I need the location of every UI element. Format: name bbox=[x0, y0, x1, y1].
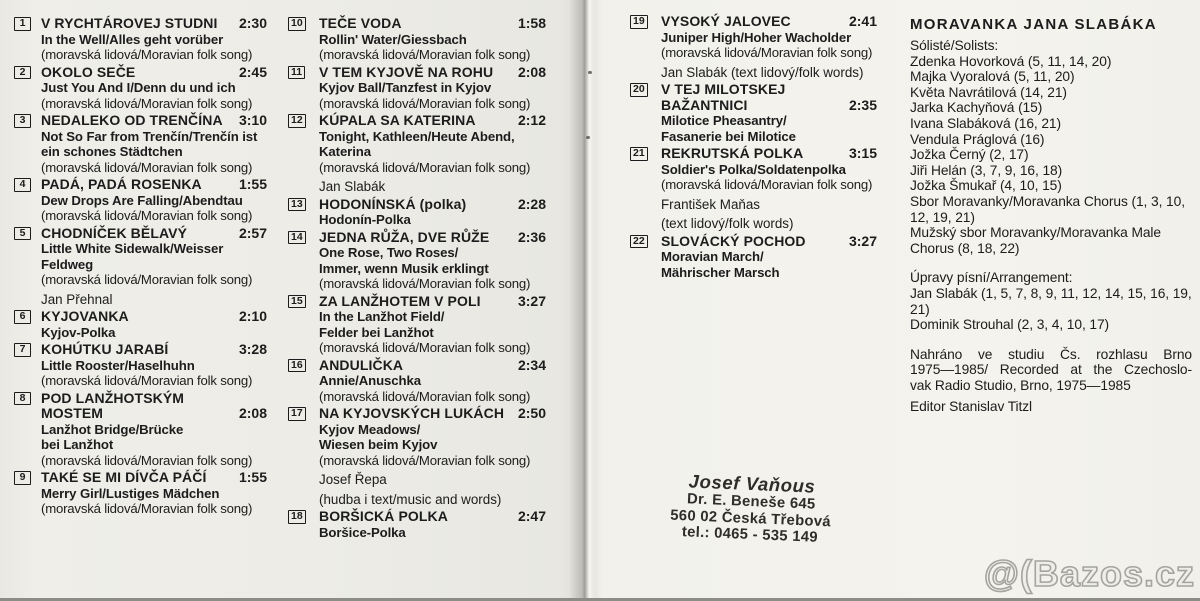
track-subtitle: One Rose, Two Roses/ bbox=[319, 245, 459, 260]
track-title: KOHÚTKU JARABÍ bbox=[41, 341, 169, 357]
soloist-line: Ivana Slabáková (16, 21) bbox=[910, 115, 1061, 131]
track-subtitle: Merry Girl/Lustiges Mädchen bbox=[41, 485, 220, 501]
editor-note: Editor Stanislav Titzl bbox=[910, 399, 1033, 415]
track-origin: (moravská lidová/Moravian folk song) bbox=[41, 208, 253, 223]
recording-line: vak Radio Studio, Brno, 1975—1985 bbox=[910, 377, 1131, 393]
track-time: 2:08 bbox=[238, 405, 267, 421]
stamp-phone: tel.: 0465 - 535 149 bbox=[681, 524, 819, 546]
track-origin: (moravská lidová/Moravian folk song) bbox=[41, 95, 253, 111]
soloists-list bbox=[910, 54, 1192, 257]
track-subtitle: Juniper High/Hoher Wacholder bbox=[661, 29, 852, 45]
soloists-label: Sólisté/Solists: bbox=[910, 38, 999, 53]
track-title: V TEJ MILOTSKEJ bbox=[661, 81, 786, 97]
track-origin: (moravská lidová/Moravian folk song) bbox=[661, 177, 873, 192]
track-number: 11 bbox=[288, 66, 305, 80]
track-subtitle: Kyjov Meadows/ bbox=[319, 421, 421, 437]
track-origin: (moravská lidová/Moravian folk song) bbox=[41, 159, 253, 175]
track-entry bbox=[14, 342, 267, 389]
track-origin: (moravská lidová/Moravian folk song) bbox=[319, 452, 531, 468]
track-credit: František Maňas bbox=[661, 196, 760, 212]
track-entry bbox=[14, 226, 267, 308]
stamp-name: Josef Vaňous bbox=[688, 470, 816, 497]
track-subtitle: bei Lanžhot bbox=[41, 437, 114, 452]
track-number: 1 bbox=[14, 17, 31, 31]
track-time: 2:12 bbox=[517, 112, 546, 128]
arrangement-label: Úpravy písní/Arrangement: bbox=[910, 270, 1073, 286]
track-title: REKRUTSKÁ POLKA bbox=[661, 145, 804, 161]
soloist-line: Majka Vyoralová (5, 11, 20) bbox=[910, 69, 1075, 85]
track-entry bbox=[14, 113, 267, 175]
credits-column bbox=[910, 16, 1192, 415]
track-time: 1:55 bbox=[238, 176, 267, 192]
track-subtitle: Soldier's Polka/Soldatenpolka bbox=[661, 161, 846, 177]
track-time: 2:50 bbox=[517, 405, 546, 421]
track-time: 2:30 bbox=[238, 15, 267, 31]
track-time: 2:36 bbox=[517, 228, 546, 245]
soloist-line: Jožka Šmukař (4, 10, 15) bbox=[910, 178, 1062, 194]
track-time: 2:28 bbox=[517, 195, 546, 212]
track-title-line bbox=[630, 14, 877, 30]
stamp-address-line2: 560 02 Česká Třebová bbox=[669, 507, 832, 530]
track-title-line2 bbox=[630, 98, 877, 114]
track-title-line bbox=[288, 113, 546, 129]
track-title: TAKÉ SE MI DÍVČA PÁČÍ bbox=[41, 469, 207, 485]
soloist-line: Sbor Moravanky/Moravanka Chorus (1, 3, 10, 12, 19, 21) bbox=[910, 193, 1185, 225]
track-number: 8 bbox=[14, 392, 31, 406]
track-title-line bbox=[288, 230, 546, 246]
track-title-line bbox=[14, 342, 267, 358]
track-credit: (text lidový/folk words) bbox=[661, 216, 794, 231]
track-origin: (moravská lidová/Moravian folk song) bbox=[661, 45, 873, 60]
track-subtitle: Tonight, Kathleen/Heute Abend, bbox=[319, 128, 515, 144]
track-subtitle: Rollin' Water/Giessbach bbox=[319, 31, 467, 47]
track-origin: (moravská lidová/Moravian folk song) bbox=[319, 388, 531, 404]
track-subtitle: Lanžhot Bridge/Brücke bbox=[41, 421, 184, 437]
track-entry bbox=[14, 470, 267, 517]
scan-speck bbox=[586, 136, 590, 139]
track-title-line2 bbox=[14, 406, 267, 422]
track-title: CHODNÍČEK BĚLAVÝ bbox=[41, 224, 188, 241]
track-title-line bbox=[14, 177, 267, 193]
track-time: 1:55 bbox=[238, 469, 267, 485]
track-number: 9 bbox=[14, 471, 31, 485]
track-title: V RYCHTÁROVEJ STUDNI bbox=[41, 15, 218, 31]
band-heading: MORAVANKA JANA SLABÁKA bbox=[910, 16, 1157, 33]
track-credit: Jan Slabák (text lidový/folk words) bbox=[661, 64, 864, 80]
track-column-3 bbox=[630, 14, 877, 282]
track-title-line bbox=[288, 358, 546, 374]
track-title-line bbox=[630, 234, 877, 250]
track-title: BAŽANTNICI bbox=[661, 96, 748, 113]
track-subtitle: Little Rooster/Haselhuhn bbox=[41, 357, 195, 373]
track-time: 2:41 bbox=[848, 13, 877, 29]
track-number: 21 bbox=[630, 147, 648, 161]
track-title: BORŠICKÁ POLKA bbox=[319, 508, 448, 524]
track-number: 4 bbox=[14, 178, 31, 192]
track-entry bbox=[288, 406, 546, 507]
track-title-line bbox=[14, 16, 267, 32]
track-number: 18 bbox=[288, 510, 306, 524]
track-time: 2:10 bbox=[238, 308, 267, 324]
track-title: KYJOVANKA bbox=[41, 308, 129, 324]
track-title: VYSOKÝ JALOVEC bbox=[661, 13, 791, 29]
soloist-line: Vendula Práglová (16) bbox=[910, 131, 1045, 147]
track-title-line bbox=[630, 146, 877, 162]
track-time: 3:27 bbox=[517, 292, 546, 309]
soloist-line: Jiři Helán (3, 7, 9, 16, 18) bbox=[910, 162, 1063, 178]
recording-line: 1975—1985/ Recorded at the Czechoslo- bbox=[910, 362, 1192, 378]
track-number: 22 bbox=[630, 235, 648, 249]
track-time: 2:47 bbox=[517, 508, 546, 524]
track-title: ANDULIČKA bbox=[319, 356, 404, 373]
track-entry bbox=[288, 230, 546, 292]
track-time: 3:27 bbox=[848, 232, 877, 249]
track-title-line bbox=[288, 509, 546, 525]
track-subtitle: In the Well/Alles geht vorüber bbox=[41, 31, 224, 47]
track-number: 17 bbox=[288, 407, 306, 421]
track-origin: (moravská lidová/Moravian folk song) bbox=[41, 501, 253, 516]
track-title: KÚPALA SA KATERINA bbox=[319, 112, 476, 128]
track-origin: (moravská lidová/Moravian folk song) bbox=[319, 276, 531, 291]
track-title: POD LANŽHOTSKÝM bbox=[41, 389, 185, 406]
track-time: 2:35 bbox=[848, 96, 877, 113]
track-origin: (moravská lidová/Moravian folk song) bbox=[41, 272, 253, 287]
track-entry bbox=[288, 113, 546, 195]
track-time: 2:34 bbox=[517, 356, 546, 373]
track-subtitle: Milotice Pheasantry/ bbox=[661, 113, 787, 128]
track-entry bbox=[288, 509, 546, 540]
track-credit: Jan Přehnal bbox=[41, 291, 113, 307]
track-entry bbox=[14, 16, 267, 63]
arrangement-line: Jan Slabák (1, 5, 7, 8, 9, 11, 12, 14, 15, 16, 19, 21) bbox=[910, 285, 1192, 317]
track-origin: (moravská lidová/Moravian folk song) bbox=[319, 159, 531, 175]
track-title: MOSTEM bbox=[41, 405, 104, 421]
track-credit: (hudba i text/music and words) bbox=[319, 491, 502, 507]
track-title: ZA LANŽHOTEM V POLI bbox=[319, 292, 481, 309]
track-entry bbox=[630, 234, 877, 281]
soloist-line: Jarka Kachyňová (15) bbox=[910, 100, 1043, 116]
bazos-watermark: @(Bazos.cz bbox=[983, 553, 1195, 594]
track-time: 2:45 bbox=[238, 63, 267, 80]
track-credit: Jan Slabák bbox=[319, 179, 386, 194]
track-entry bbox=[14, 391, 267, 469]
track-title: HODONÍNSKÁ (polka) bbox=[319, 195, 467, 212]
page-fold bbox=[569, 0, 595, 601]
track-title: NA KYJOVSKÝCH LUKÁCH bbox=[319, 405, 505, 421]
track-entry bbox=[14, 309, 267, 340]
track-number: 16 bbox=[288, 359, 306, 373]
recording-note bbox=[910, 347, 1192, 394]
track-title-line bbox=[288, 406, 546, 422]
track-column-2 bbox=[288, 16, 546, 542]
track-entry bbox=[630, 146, 877, 232]
track-title-line bbox=[288, 65, 546, 81]
track-number: 2 bbox=[14, 66, 31, 80]
track-title: TEČE VODA bbox=[319, 15, 402, 31]
soloist-line: Zdenka Hovorková (5, 11, 14, 20) bbox=[910, 53, 1112, 69]
track-subtitle: Annie/Anuschka bbox=[319, 373, 421, 388]
track-title: NEDALEKO OD TRENČÍNA bbox=[41, 112, 223, 128]
track-subtitle: Just You And I/Denn du und ich bbox=[41, 80, 236, 95]
track-entry bbox=[14, 177, 267, 224]
track-title: SLOVÁCKÝ POCHOD bbox=[661, 232, 806, 249]
track-entry bbox=[288, 16, 546, 63]
track-origin: (moravská lidová/Moravian folk song) bbox=[319, 95, 531, 111]
track-time: 2:08 bbox=[517, 63, 546, 80]
track-entry bbox=[288, 294, 546, 356]
track-title-line bbox=[14, 309, 267, 325]
track-time: 3:28 bbox=[238, 341, 267, 357]
track-number: 10 bbox=[288, 17, 306, 31]
track-subtitle: Felder bei Lanžhot bbox=[319, 324, 434, 340]
soloist-line: Jožka Černý (2, 17) bbox=[910, 147, 1029, 163]
spacer bbox=[910, 333, 1192, 347]
track-subtitle: Feldweg bbox=[41, 256, 94, 272]
track-origin: (moravská lidová/Moravian folk song) bbox=[41, 373, 253, 388]
track-subtitle: Moravian March/ bbox=[661, 249, 764, 264]
track-number: 13 bbox=[288, 198, 306, 212]
track-entry bbox=[288, 65, 546, 112]
track-title: V TEM KYJOVĚ NA ROHU bbox=[319, 63, 494, 80]
stamp-address-line1: Dr. E. Beneše 645 bbox=[686, 491, 816, 513]
track-number: 20 bbox=[630, 83, 648, 97]
track-subtitle: Little White Sidewalk/Weisser bbox=[41, 241, 224, 256]
recording-line: Nahráno ve studiu Čs. rozhlasu Brno bbox=[910, 346, 1192, 362]
track-title: OKOLO SEČE bbox=[41, 63, 136, 80]
track-subtitle: Kyjov-Polka bbox=[41, 324, 116, 340]
track-subtitle: ein schones Städtchen bbox=[41, 144, 183, 159]
track-entry bbox=[288, 358, 546, 405]
track-subtitle: Boršice-Polka bbox=[319, 524, 406, 540]
track-subtitle: Kyjov Ball/Tanzfest in Kyjov bbox=[319, 80, 492, 95]
track-entry bbox=[630, 82, 877, 144]
track-entry bbox=[14, 65, 267, 112]
track-subtitle: Immer, wenn Musik erklingt bbox=[319, 260, 489, 276]
track-number: 7 bbox=[14, 343, 31, 357]
track-subtitle: Mährischer Marsch bbox=[661, 264, 780, 280]
track-subtitle: Fasanerie bei Milotice bbox=[661, 128, 796, 144]
track-title-line bbox=[14, 65, 267, 81]
track-title-line bbox=[14, 113, 267, 129]
track-title-line bbox=[288, 294, 546, 310]
track-subtitle: Katerina bbox=[319, 144, 371, 159]
track-column-1 bbox=[14, 16, 267, 519]
track-number: 14 bbox=[288, 231, 306, 245]
track-number: 12 bbox=[288, 114, 306, 128]
track-number: 19 bbox=[630, 15, 648, 29]
track-time: 3:15 bbox=[848, 145, 877, 161]
soloist-line: Květa Navrátilová (14, 21) bbox=[910, 84, 1067, 100]
track-title-line bbox=[14, 470, 267, 486]
track-entry bbox=[288, 197, 546, 228]
arrangement-line: Dominik Strouhal (2, 3, 4, 10, 17) bbox=[910, 317, 1110, 333]
track-number: 3 bbox=[14, 114, 31, 128]
track-title-line bbox=[14, 226, 267, 242]
track-title-line bbox=[288, 16, 546, 32]
spacer bbox=[910, 256, 1192, 270]
arrangement-list bbox=[910, 286, 1192, 333]
track-number: 6 bbox=[14, 310, 31, 324]
track-subtitle: Hodonín-Polka bbox=[319, 212, 411, 227]
track-subtitle: Not So Far from Trenčín/Trenčín ist bbox=[41, 128, 258, 144]
track-title: PADÁ, PADÁ ROSENKA bbox=[41, 176, 202, 192]
track-subtitle: Wiesen beim Kyjov bbox=[319, 437, 438, 452]
track-entry bbox=[630, 14, 877, 80]
track-title-line bbox=[630, 82, 877, 98]
track-time: 1:58 bbox=[517, 15, 546, 31]
track-number: 15 bbox=[288, 295, 306, 309]
scan-speck bbox=[588, 71, 592, 74]
soloist-line: Mužský sbor Moravanky/Moravanka Male Chorus (8, 18, 22) bbox=[910, 225, 1161, 256]
track-number: 5 bbox=[14, 227, 31, 241]
track-title-line bbox=[14, 391, 267, 407]
track-subtitle: In the Lanžhot Field/ bbox=[319, 309, 445, 324]
track-subtitle: Dew Drops Are Falling/Abendtau bbox=[41, 192, 243, 208]
track-origin: (moravská lidová/Moravian folk song) bbox=[41, 47, 253, 62]
track-origin: (moravská lidová/Moravian folk song) bbox=[319, 47, 531, 62]
track-title: JEDNA RŮŽA, DVE RŮŽE bbox=[319, 228, 490, 245]
track-time: 3:10 bbox=[238, 112, 267, 128]
track-time: 2:57 bbox=[238, 224, 267, 241]
owner-stamp bbox=[641, 469, 862, 548]
track-origin: (moravská lidová/Moravian folk song) bbox=[319, 340, 531, 355]
track-origin: (moravská lidová/Moravian folk song) bbox=[41, 452, 253, 468]
track-title-line bbox=[288, 197, 546, 213]
track-credit: Josef Řepa bbox=[319, 472, 387, 487]
